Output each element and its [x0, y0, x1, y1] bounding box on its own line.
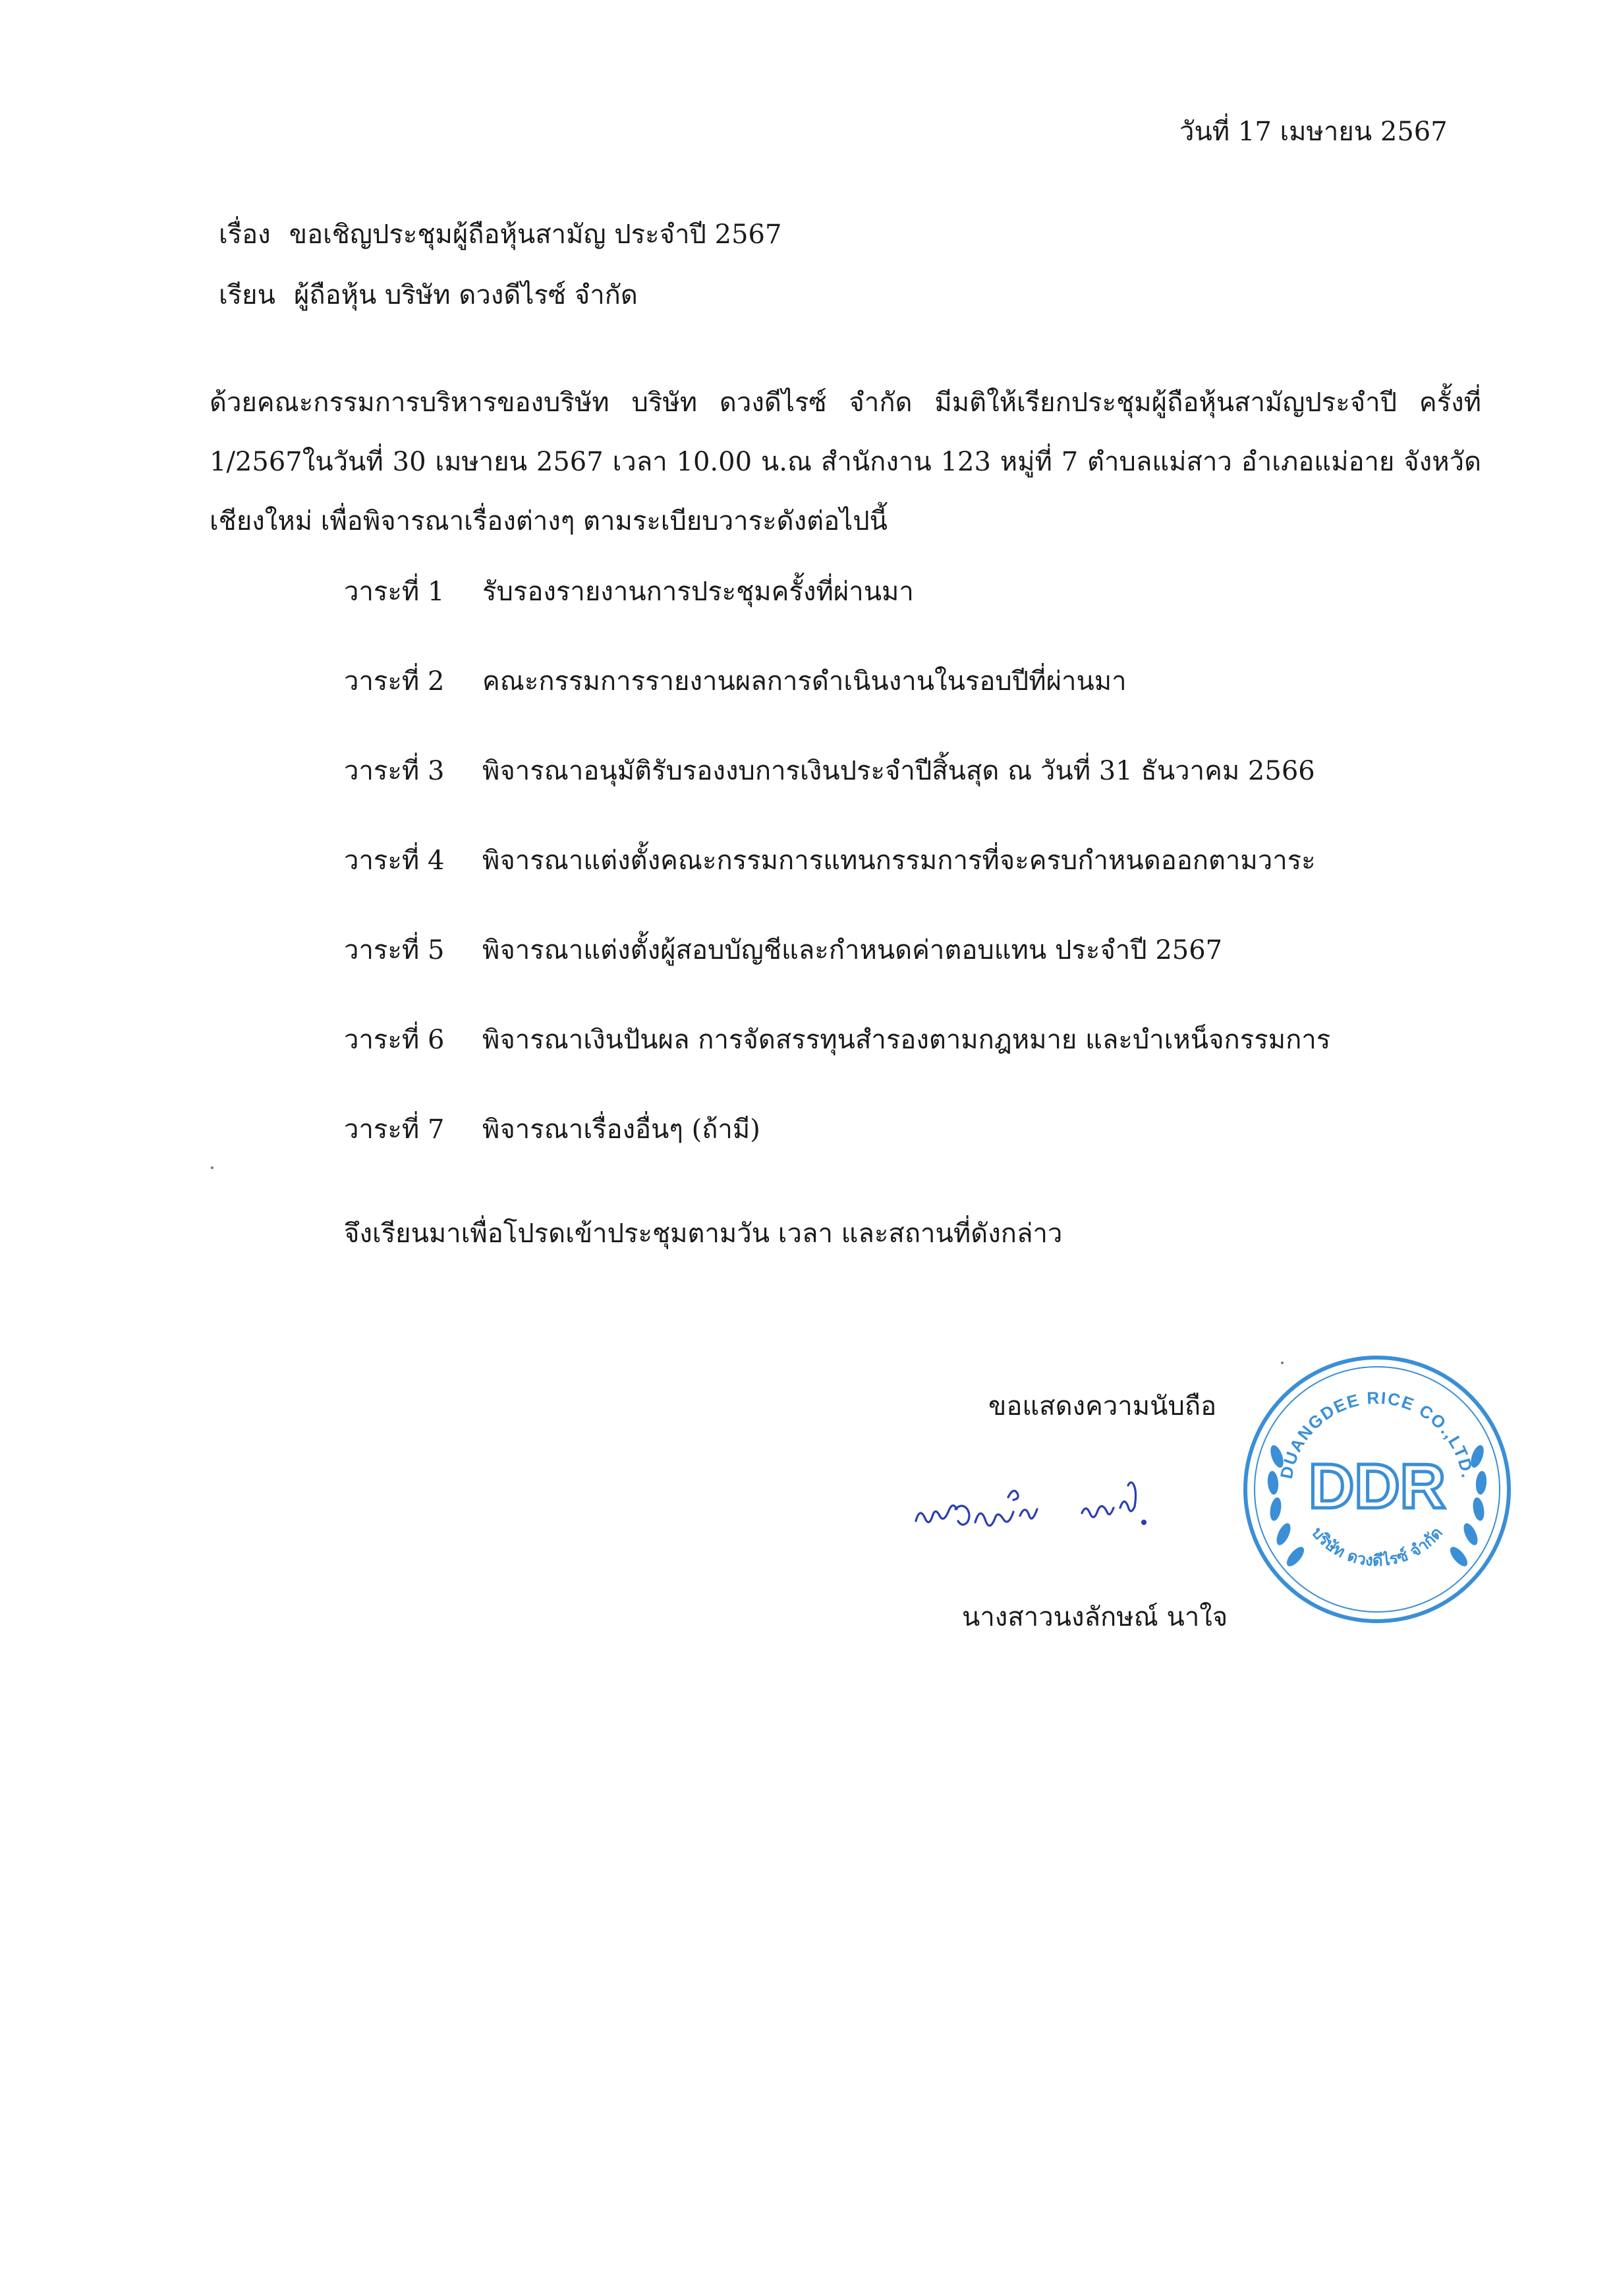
company-stamp: [1239, 1351, 1515, 1628]
agenda-item: [344, 571, 1464, 660]
subject-label: เรื่อง: [219, 219, 271, 250]
scan-speck: [211, 1166, 213, 1169]
stamp-logo-letters: DDR: [1309, 1451, 1446, 1522]
recipient-line: [219, 279, 638, 311]
agenda-item: [344, 1019, 1464, 1108]
agenda-list: [344, 571, 1464, 1198]
stamp-company-en: DUANGDEE RICE CO.,LTD.: [1276, 1387, 1478, 1481]
agenda-item: [344, 929, 1464, 1019]
letter-date: วันที่ 17 เมษายน 2567: [1179, 117, 1448, 147]
agenda-text: คณะกรรมการรายงานผลการดำเนินงานในรอบปีที่ผ่านมา: [482, 666, 1127, 697]
agenda-text: พิจารณาเงินปันผล การจัดสรรทุนสำรองตามกฎหมาย และบำเหน็จกรรมการ: [482, 1025, 1331, 1055]
agenda-number: วาระที่ 1: [344, 577, 445, 607]
handwritten-signature: [909, 1470, 1212, 1549]
recipient-text: ผู้ถือหุ้น บริษัท ดวงดีไรซ์ จำกัด: [293, 280, 638, 310]
scan-speck: [1281, 1362, 1284, 1364]
agenda-item: [344, 1108, 1464, 1198]
recipient-label: เรียน: [219, 280, 275, 310]
agenda-text: รับรองรายงานการประชุมครั้งที่ผ่านมา: [482, 577, 914, 607]
agenda-number: วาระที่ 2: [344, 666, 445, 697]
svg-text:บริษัท ดวงดีไรซ์ จำกัด: [1308, 1524, 1446, 1570]
closing-sentence: จึงเรียนมาเพื่อโปรดเข้าประชุมตามวัน เวลา และสถานที่ดังกล่าว: [344, 1219, 1063, 1249]
agenda-item: [344, 750, 1464, 840]
signer-name: นางสาวนงลักษณ์ นาใจ: [962, 1602, 1228, 1632]
stamp-company-th: บริษัท ดวงดีไรซ์ จำกัด: [1308, 1523, 1446, 1570]
body-paragraph: ด้วยคณะกรรมการบริหารของบริษัท บริษัท ดวงดีไรซ์ จำกัด มีมติให้เรียกประชุมผู้ถือหุ้นสามัญประจำปี ครั้งที่ 1/2567ในวันที่ 30 เมษายน 2567 เวลา 10.00 น.ณ สำนักงาน 123 หมู่ที่ 7 ตำบลแม่สาว อำเภอแม่อาย จังหวัดเชียงใหม่ เพื่อพิจารณาเรื่องต่างๆ ตามระเบียบวาระดังต่อไปนี้: [210, 387, 1481, 536]
agenda-item: [344, 840, 1464, 929]
agenda-text: พิจารณาแต่งตั้งคณะกรรมการแทนกรรมการที่จะครบกำหนดออกตามวาระ: [482, 846, 1316, 876]
agenda-number: วาระที่ 5: [344, 935, 445, 965]
agenda-text: พิจารณาเรื่องอื่นๆ (ถ้ามี): [482, 1114, 760, 1145]
agenda-number: วาระที่ 7: [344, 1114, 445, 1145]
agenda-number: วาระที่ 4: [344, 846, 445, 876]
agenda-number: วาระที่ 6: [344, 1025, 445, 1055]
agenda-number: วาระที่ 3: [344, 756, 445, 786]
subject-text: ขอเชิญประชุมผู้ถือหุ้นสามัญ ประจำปี 2567: [289, 219, 782, 250]
agenda-text: พิจารณาแต่งตั้งผู้สอบบัญชีและกำหนดค่าตอบแทน ประจำปี 2567: [482, 935, 1223, 965]
subject-line: [219, 219, 781, 250]
regards-line: ขอแสดงความนับถือ: [988, 1391, 1217, 1421]
agenda-text: พิจารณาอนุมัติรับรองงบการเงินประจำปีสิ้นสุด ณ วันที่ 31 ธันวาคม 2566: [482, 756, 1315, 786]
agenda-item: [344, 660, 1464, 750]
